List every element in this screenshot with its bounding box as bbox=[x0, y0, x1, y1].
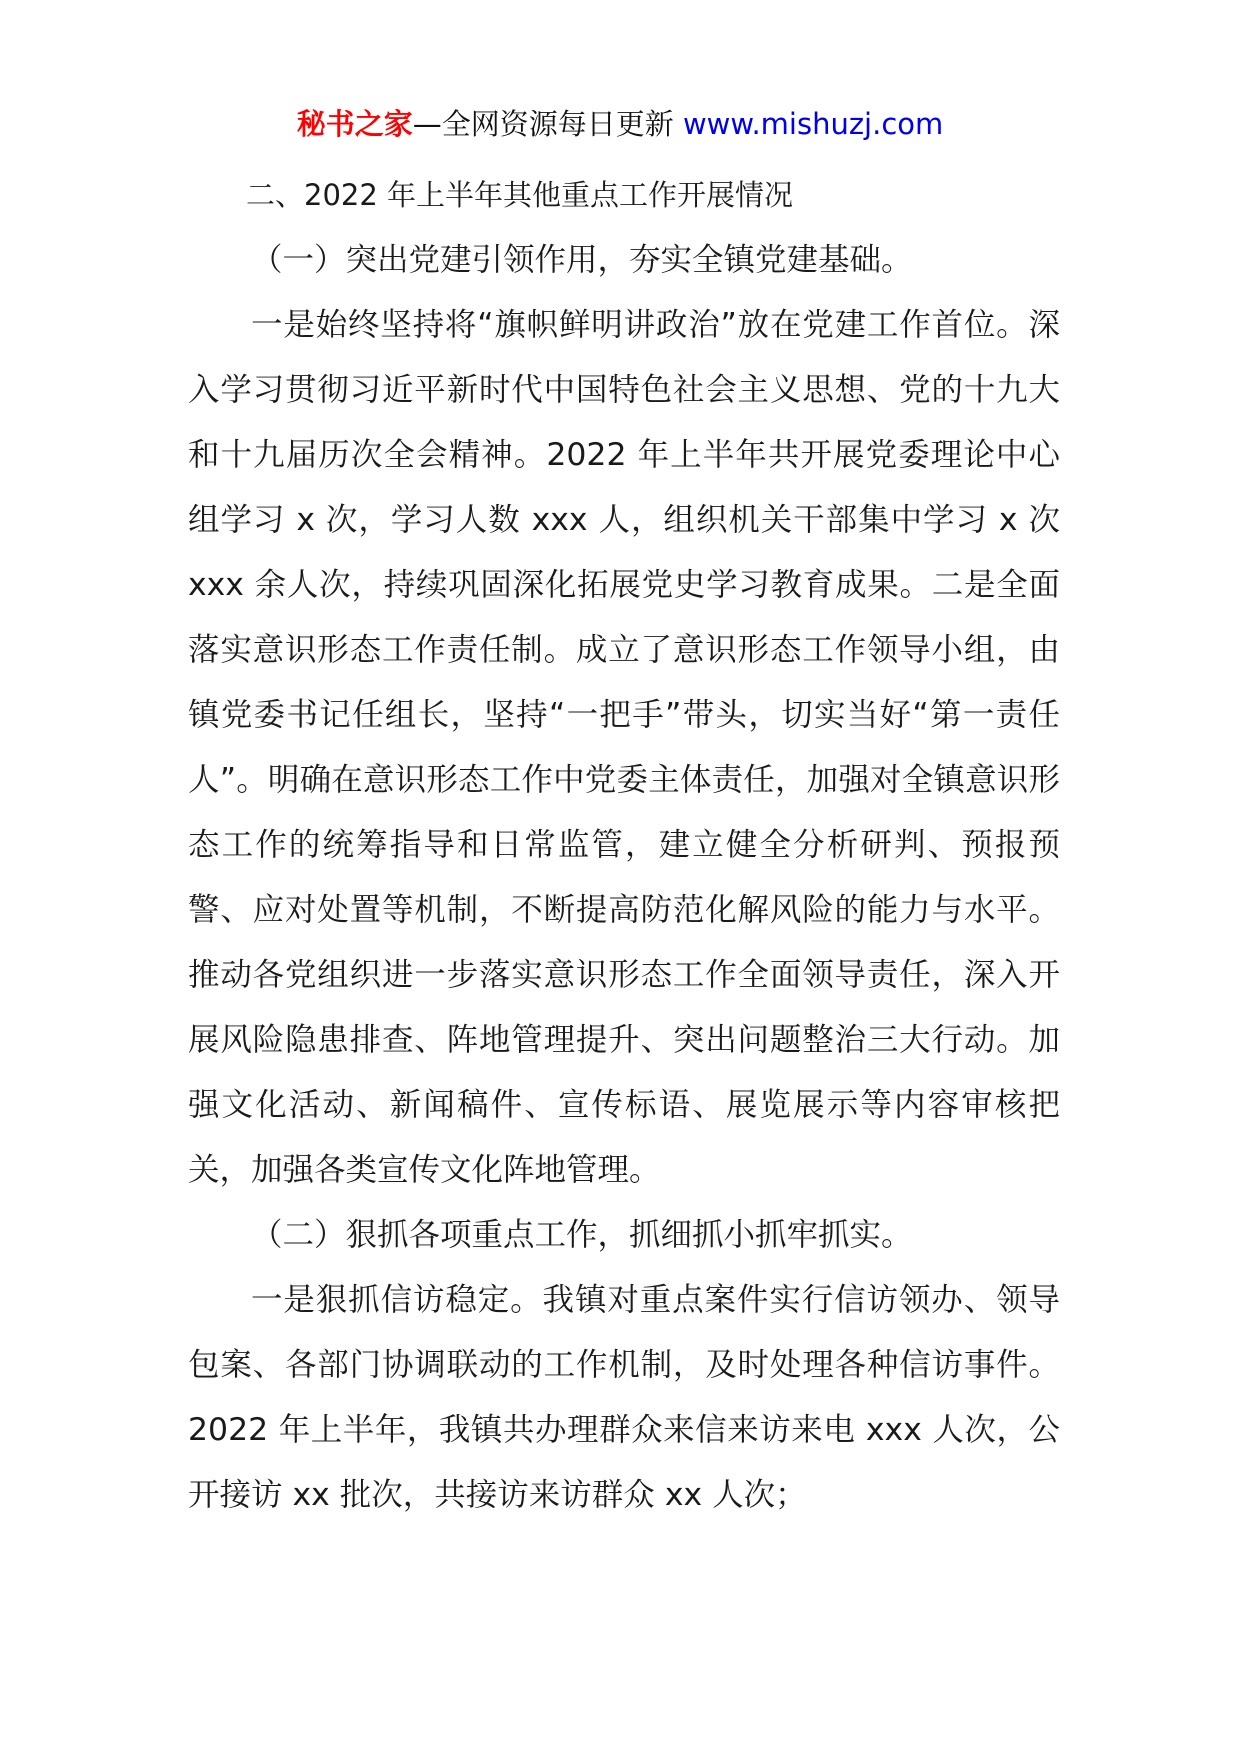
website-link[interactable]: www.mishuzj.com bbox=[682, 107, 944, 141]
body-paragraph: 一是狠抓信访稳定。我镇对重点案件实行信访领办、领导包案、各部门协调联动的工作机制，及时处理各种信访事件。2022 年上半年，我镇共办理群众来信来访来电 xxx 人次，公开接访 xx 批次，共接访来访群众 xx 人次； bbox=[188, 1282, 1060, 1513]
page-header bbox=[0, 104, 1240, 144]
body-paragraph: 一是始终坚持将“旗帜鲜明讲政治”放在党建工作首位。深入学习贯彻习近平新时代中国特色社会主义思想、党的十九大和十九届历次全会精神。2022 年上半年共开展党委理论中心组学习 x 次，学习人数 xxx 人，组织机关干部集中学习 x 次 xxx 余人次，持续巩固深化拓展党史学习教育成果。二是全面落实意识形态工作责任制。成立了意识形态工作领导小组，由镇党委书记任组长，坚持“一把手”带头，切实当好“第一责任人”。明确在意识形态工作中党委主体责任，加强对全镇意识形态工作的统筹指导和日常监管，建立健全分析研判、预报预警、应对处置等机制，不断提高防范化解风险的能力与水平。推动各党组织进一步落实意识形态工作全面领导责任，深入开展风险隐患排查、阵地管理提升、突出问题整治三大行动。加强文化活动、新闻稿件、宣传标语、展览展示等内容审核把关，加强各类宣传文化阵地管理。 bbox=[188, 307, 1060, 1188]
section-heading: 二、2022 年上半年其他重点工作开展情况 bbox=[246, 178, 794, 212]
sub-heading: （二）狠抓各项重点工作，抓细抓小抓牢抓实。 bbox=[251, 1217, 913, 1253]
brand-name: 秘书之家 bbox=[296, 107, 413, 141]
sub-heading: （一）突出党建引领作用，夯实全镇党建基础。 bbox=[251, 242, 913, 278]
header-tagline: —全网资源每日更新 bbox=[412, 107, 674, 141]
document-body bbox=[188, 163, 1060, 1528]
